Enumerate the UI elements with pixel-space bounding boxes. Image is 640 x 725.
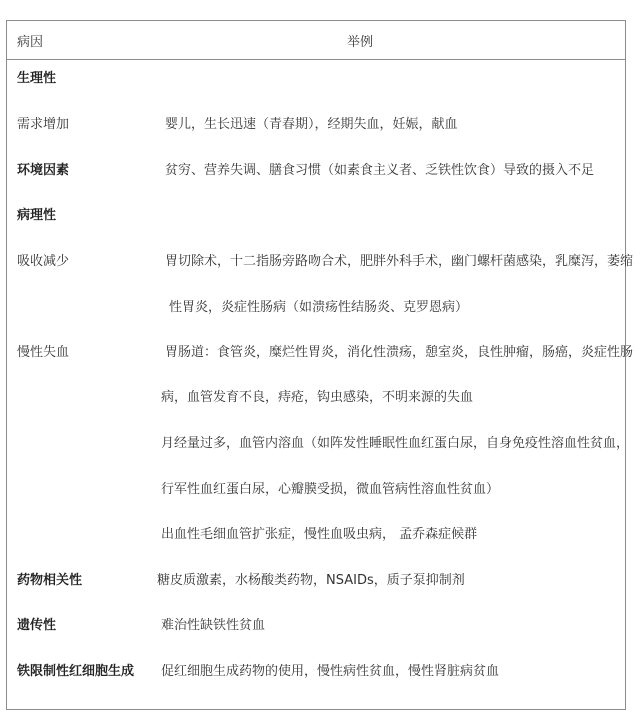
header-example: 举例 — [347, 35, 374, 50]
text-gi-line2: 病，血管发育不良，痔疮，钩虫感染，不明来源的失血 — [161, 390, 474, 405]
text-absorption-line1: 胃切除术，十二指肠旁路吻合术，肥胖外科手术，幽门螺杆菌感染，乳糜泻，萎缩 — [165, 254, 634, 269]
etiology-table — [6, 20, 634, 710]
label-absorption: 吸收减少 — [17, 254, 70, 269]
label-iron-restricted: 铁限制性红细胞生成 — [17, 664, 135, 679]
label-environment: 环境因素 — [17, 163, 70, 178]
label-demand-increase: 需求增加 — [17, 117, 70, 132]
text-demand-increase: 婴儿，生长迅速（青春期），经期失血，妊娠，献血 — [165, 117, 458, 132]
text-uro-line2: 行军性血红蛋白尿，心瓣膜受损，微血管病性溶血性贫血） — [161, 482, 500, 497]
text-iron-restricted: 促红细胞生成药物的使用，慢性病性贫血，慢性肾脏病贫血 — [161, 664, 500, 679]
label-drug-related: 药物相关性 — [17, 573, 83, 588]
text-absorption-line2: 性胃炎，炎症性肠病（如溃疡性结肠炎、克罗恩病） — [169, 300, 469, 315]
text-environment: 贫穷、营养失调、膳食习惯（如素食主义者、乏铁性饮食）导致的摄入不足 — [165, 163, 595, 178]
section-pathological: 病理性 — [17, 208, 57, 223]
text-genetic: 难治性缺铁性贫血 — [161, 618, 266, 633]
text-drug-related: 糖皮质激素，水杨酸类药物，NSAIDs，质子泵抑制剂 — [157, 573, 465, 588]
text-other-bloodloss: 出血性毛细血管扩张症，慢性血吸虫病， 孟乔森症候群 — [161, 527, 478, 542]
section-physiological: 生理性 — [17, 71, 57, 86]
text-uro-line1: 月经量过多，血管内溶血（如阵发性睡眠性血红蛋白尿，自身免疫性溶血性贫血， — [161, 436, 630, 451]
label-genetic: 遗传性 — [17, 618, 57, 633]
text-gi-line1: 胃肠道：食管炎，糜烂性胃炎，消化性溃疡，憩室炎，良性肿瘤，肠癌，炎症性肠 — [165, 345, 634, 360]
header-cause: 病因 — [17, 35, 44, 50]
label-chronic-bloodloss: 慢性失血 — [17, 345, 70, 360]
table-header — [7, 21, 625, 60]
